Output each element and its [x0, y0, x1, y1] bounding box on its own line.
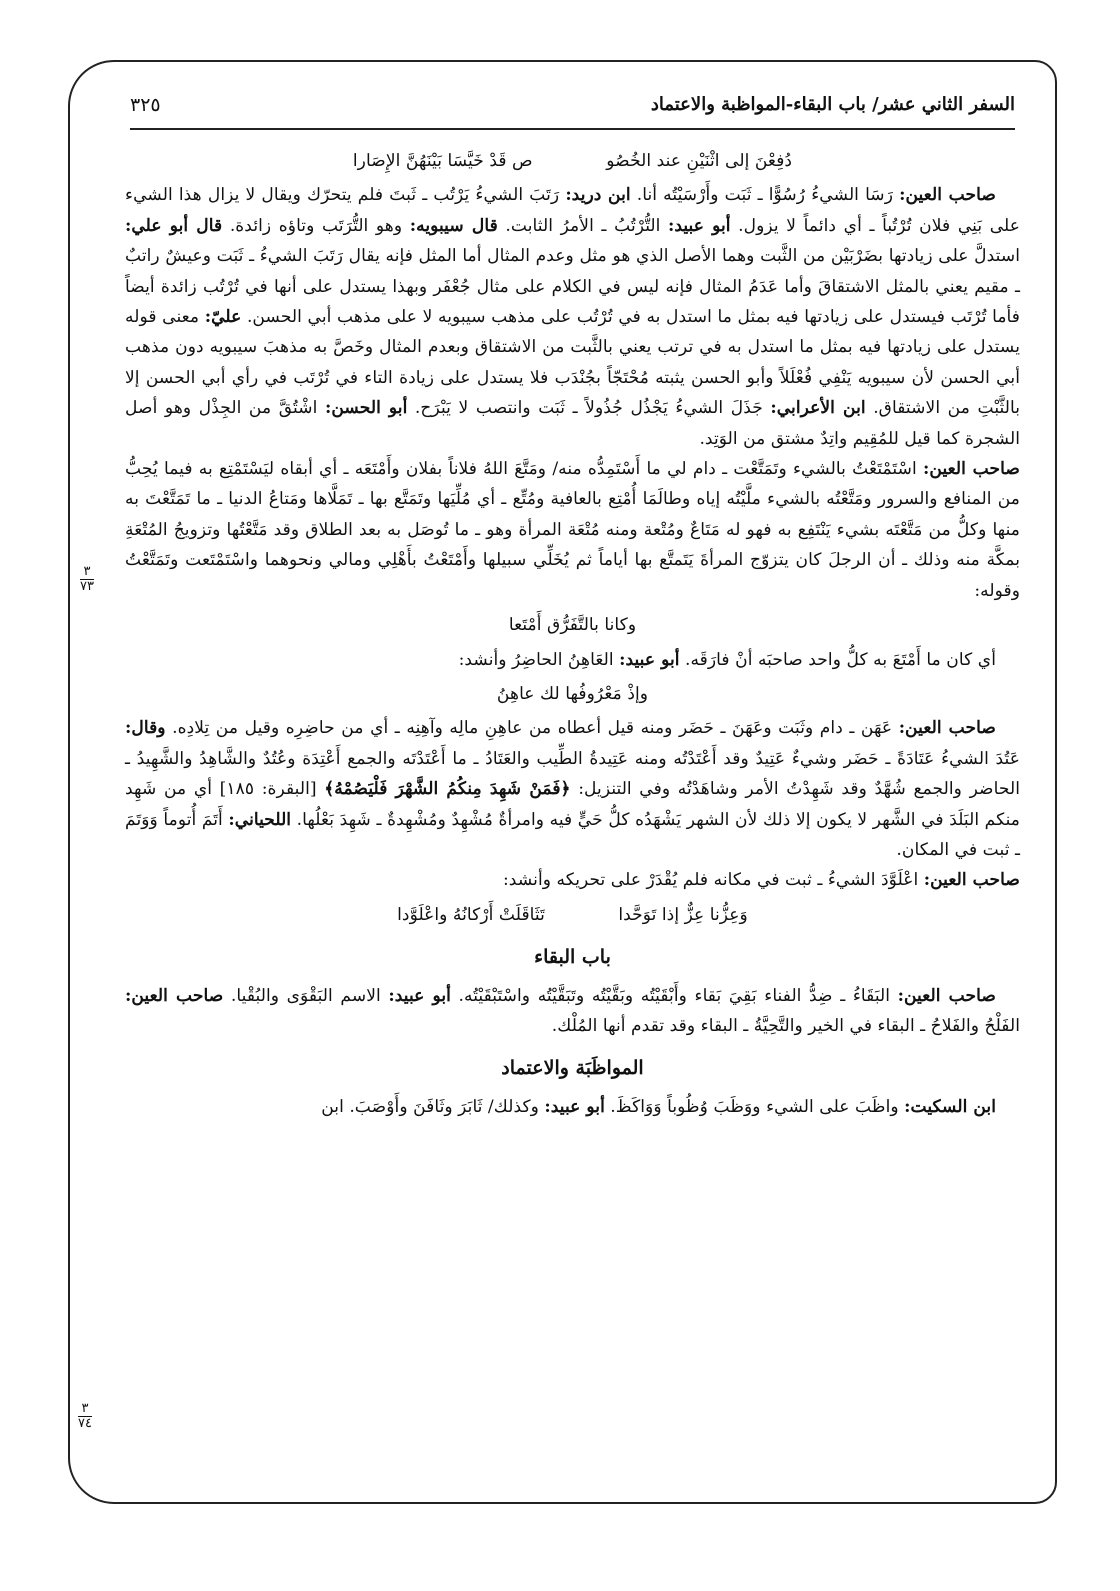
paragraph	[125, 454, 1020, 606]
entry-text: رَتَبَ الشيءُ يَرْتُب ـ ثَبتَ فلم يتحرّك ويقال لا يزال هذا الشيء على بَنِي فلان تُرْتُباً ـ أي دائماً لا يزول.	[125, 185, 1020, 236]
speaker: صاحب العين:	[923, 459, 1020, 480]
running-title: السفر الثاني عشر/ باب البقاء-المواظبة والاعتماد	[650, 94, 1015, 115]
section-heading: المواظَبَة والاعتماد	[501, 1057, 644, 1080]
speaker: وقال:	[125, 718, 166, 739]
entry-text: عَتُدَ الشيءُ عَتَادَةً ـ حَضَر وشيءٌ عَتِيدٌ وقد أَعْتَدْتُه ومنه عَتِيدةُ الطِّيب والعَتَادُ ـ ما أَعْتَدْتَه والجمع أَعْتِدَة وعُتُدٌ والشَّاهِدُ والشَّهِيدُ ـ الحاضر والجمع شُهَّدٌ وقد شَهِدْتُ الأمر وشاهَدْتُه وفي التنزيل:	[125, 748, 1020, 800]
speaker: أبو عبيد:	[544, 1096, 605, 1117]
page-header	[130, 88, 1015, 130]
paragraph	[125, 981, 1020, 1042]
entry-text: الفَلْحُ والفَلاحُ ـ البقاء في الخير والتَّحِيَّةُ ـ البقاء وقد تقدم أنها المُلْك.	[551, 1015, 1020, 1036]
marginal-note-volume: ٣	[78, 1402, 92, 1417]
paragraph	[125, 865, 1020, 895]
marginal-note	[78, 1402, 92, 1431]
marginal-note	[80, 565, 94, 594]
speaker: ابن دريد:	[565, 185, 631, 206]
speaker: صاحب العين:	[125, 985, 224, 1006]
entry-text: عَهَن ـ دام وثَبَت وعَهَنَ ـ حَضَر ومنه قيل أعطاه من عاهِنِ مالِه وآهِنِه ـ أي من حاضِرِه وقيل من تِلادِه.	[165, 718, 899, 739]
verse-hemistich: دُفِعْنَ إلى اثْنَيْنِ عند الخُصُو	[606, 151, 793, 171]
paragraph	[125, 713, 1020, 865]
marginal-note-page: ٧٣	[80, 579, 94, 594]
entry-text: اعْلَوَّدَ الشيءُ ـ ثبت في مكانه فلم يُقْدَرْ على تحريكه وأنشد:	[503, 870, 924, 891]
speaker: ابن الأعرابي:	[770, 398, 866, 419]
verse	[125, 610, 1020, 640]
verse-hemistich: ص قَدْ خَيَّسَا بَيْنَهُنَّ الإِصَارا	[352, 151, 533, 171]
speaker: صاحب العين:	[897, 985, 996, 1006]
entry-text: وهو التُّرَتَب وتاؤه زائدة.	[222, 215, 410, 236]
paragraph	[125, 645, 1020, 675]
section-heading: باب البقاء	[534, 946, 611, 969]
marginal-note-volume: ٣	[80, 565, 94, 580]
speaker: أبو الحسن:	[324, 398, 408, 419]
verse	[125, 900, 1020, 930]
paragraph	[125, 1092, 1020, 1122]
speaker: قال سيبويه:	[409, 215, 498, 236]
verse	[125, 146, 1020, 176]
entry-text: واظَبَ على الشيء ووَظَبَ وُظُوباً وَوَاكَظَ.	[604, 1096, 905, 1117]
quran-quote: ﴿فَمَنْ شَهِدَ مِنكُمُ الشَّهْرَ فَلْيَصُمْهُ﴾	[324, 779, 571, 800]
entry-text: أي كان ما أَمْتَعَ به كلُّ واحد صاحبَه أنْ فارَقَه.	[679, 649, 996, 670]
verse-hemistich: تَثَاقَلَتْ أَرْكانُهُ واعْلَوَّدا	[397, 904, 545, 925]
page-body	[125, 142, 1020, 1122]
speaker: اللحياني:	[228, 809, 292, 830]
page-number: ٣٢٥	[130, 94, 161, 116]
entry-text: أَتَمَ أُتوماً وَوَتَمَ ـ ثبت في المكان.	[125, 809, 1020, 860]
speaker: عليّ:	[204, 307, 242, 328]
speaker: أبو عبيد:	[388, 985, 451, 1006]
speaker: قال أبو علي:	[125, 215, 223, 236]
entry-text: [البقرة: ١٨٥] أي من شَهِد منكم البَلَدَ في الشَّهر لا يكون إلا ذلك لأن الشهر يَشْهَدُه كلُّ حَيٍّ فيه وامرأةٌ مُشْهِدٌ ومُشْهِدةٌ ـ شَهِدَ بَعْلُها.	[125, 779, 1021, 830]
speaker: ابن السكيت:	[904, 1096, 996, 1117]
entry-text: رَسَا الشيءُ رُسُوًّا ـ ثَبَت وأَرْسَيْتُه أنا.	[630, 185, 900, 206]
entry-text: الاسم البَقْوَى والبُقْيا.	[223, 985, 389, 1006]
verse-line: وكانا بالتَّفَرُّق أَمْتَعا	[508, 615, 637, 636]
entry-text: البَقَاءُ ـ ضِدُّ الفناء بَقِيَ بَقاء وأَبْقَيْتُه وبَقَّيْتُه وتَبَقَّيْتُه واسْتَبْقَيْتُه.	[450, 985, 898, 1006]
entry-text: استدلَّ على زيادتها بضَرْبَيْن من الثَّبت وهما الأصل الذي هو مثل وعدم المثال أما المثل فإنه يقال رَتَبَ الشيءُ ـ ثَبَت وعيشٌ راتبٌ ـ مقيم يعني بالمثل الاشتقاقَ وأما عَدَمُ المثال فإنه ليس في الكلام على مثال جُعْفَر وبهذا يستدل على أنها في تُرْتُب زائدة أيضاً فأما تُرْتَب فيستدل على زيادتها فيه بمثل ما استدل به في تُرْتُب على مذهب سيبويه لا على مذهب أبي الحسن.	[125, 246, 1021, 328]
speaker: صاحب العين:	[923, 870, 1020, 891]
speaker: صاحب العين:	[899, 185, 997, 206]
verse-line: وإذْ مَعْرُوفُها لك عاهِنُ	[496, 683, 649, 704]
speaker: أبو عبيد:	[619, 649, 680, 670]
verse-hemistich: وَعِزُّنا عِزٌّ إذا تَوَحَّدا	[618, 904, 748, 925]
entry-text: اشْتُقَّ من الجِذْل وهو أصل الشجرة كما قيل للمُقِيم واتِدٌ مشتق من الوَتِد.	[125, 398, 1020, 449]
entry-text: وكذلك/ ثَابَرَ وثَافَنَ وأَوْصَبَ. ابن	[321, 1096, 545, 1117]
paragraph	[125, 180, 1020, 454]
speaker: أبو عبيد:	[668, 215, 731, 236]
verse	[125, 679, 1020, 709]
speaker: صاحب العين:	[898, 718, 996, 739]
entry-text: جَذَلَ الشيءُ يَجْذُل جُذُولاً ـ ثَبَت وانتصب لا يَبْرَح.	[407, 398, 771, 419]
entry-text: العَاهِنُ الحاضِرُ وأنشد:	[458, 649, 620, 670]
marginal-note-page: ٧٤	[78, 1416, 92, 1431]
entry-text: اسْتَمْتَعْتُ بالشيء وتَمَتَّعْت ـ دام لي ما أَسْتَمِدُّه منه/ ومَتَّعَ اللهُ فلاناً بفلان وأَمْتَعَه ـ أي أبقاه ليَسْتَمْتِع به فيما يُحِبُّ من المنافع والسرور ومَتَّعْتُه بالشيء ملَّيْتُه إياه وطالَمَا أُمْتِع بالعافية ومُتِّع ـ أي مُلِّيَها وتَمَتَّع بها ـ تَمَلَّاها ومَتاعُ الدنيا ـ ما تَمَتَّعْتَ به منها وكلُّ من مَتَّعْتَه بشيء يَنْتَفِع به فهو له مَتَاعٌ ومُتْعة ومنه مُتْعَة المرأة وهو ـ ما تُوصَل به بعد الطلاق وقد مَتَّعْتُها وتزويجُ المُتْعَةِ بمكَّة منه وذلك ـ أن الرجلَ كان يتزوّج المرأةَ يَتَمتَّع بها أياماً ثم يُخَلِّي سبيلها وأَمْتَعْتُ بأَهْلِي ومالي ونحوهما واسْتَمْتَعت وتَمَتَّعْتُ وقوله:	[125, 459, 1020, 601]
entry-text: معنى قوله يستدل على زيادتها فيه بمثل ما استدل به في ترتب يعني بالثَّبت من الاشتقاق وبعدم المثال وخَصَّ به مذهبَ سيبويه دون مذهب أبي الحسن لأن سيبويه يَنْفِي فُعْلَلاً وأبو الحسن يثبته مُحْتَجّاً بجُنْدَب فلا يستدل على زيادة التاء في تُرْتَب في رأي أبي الحسن إلا بالثَّبْتِ من الاشتقاق.	[125, 307, 1020, 419]
entry-text: التُّرْتُبُ ـ الأمرُ الثابت.	[497, 215, 668, 236]
